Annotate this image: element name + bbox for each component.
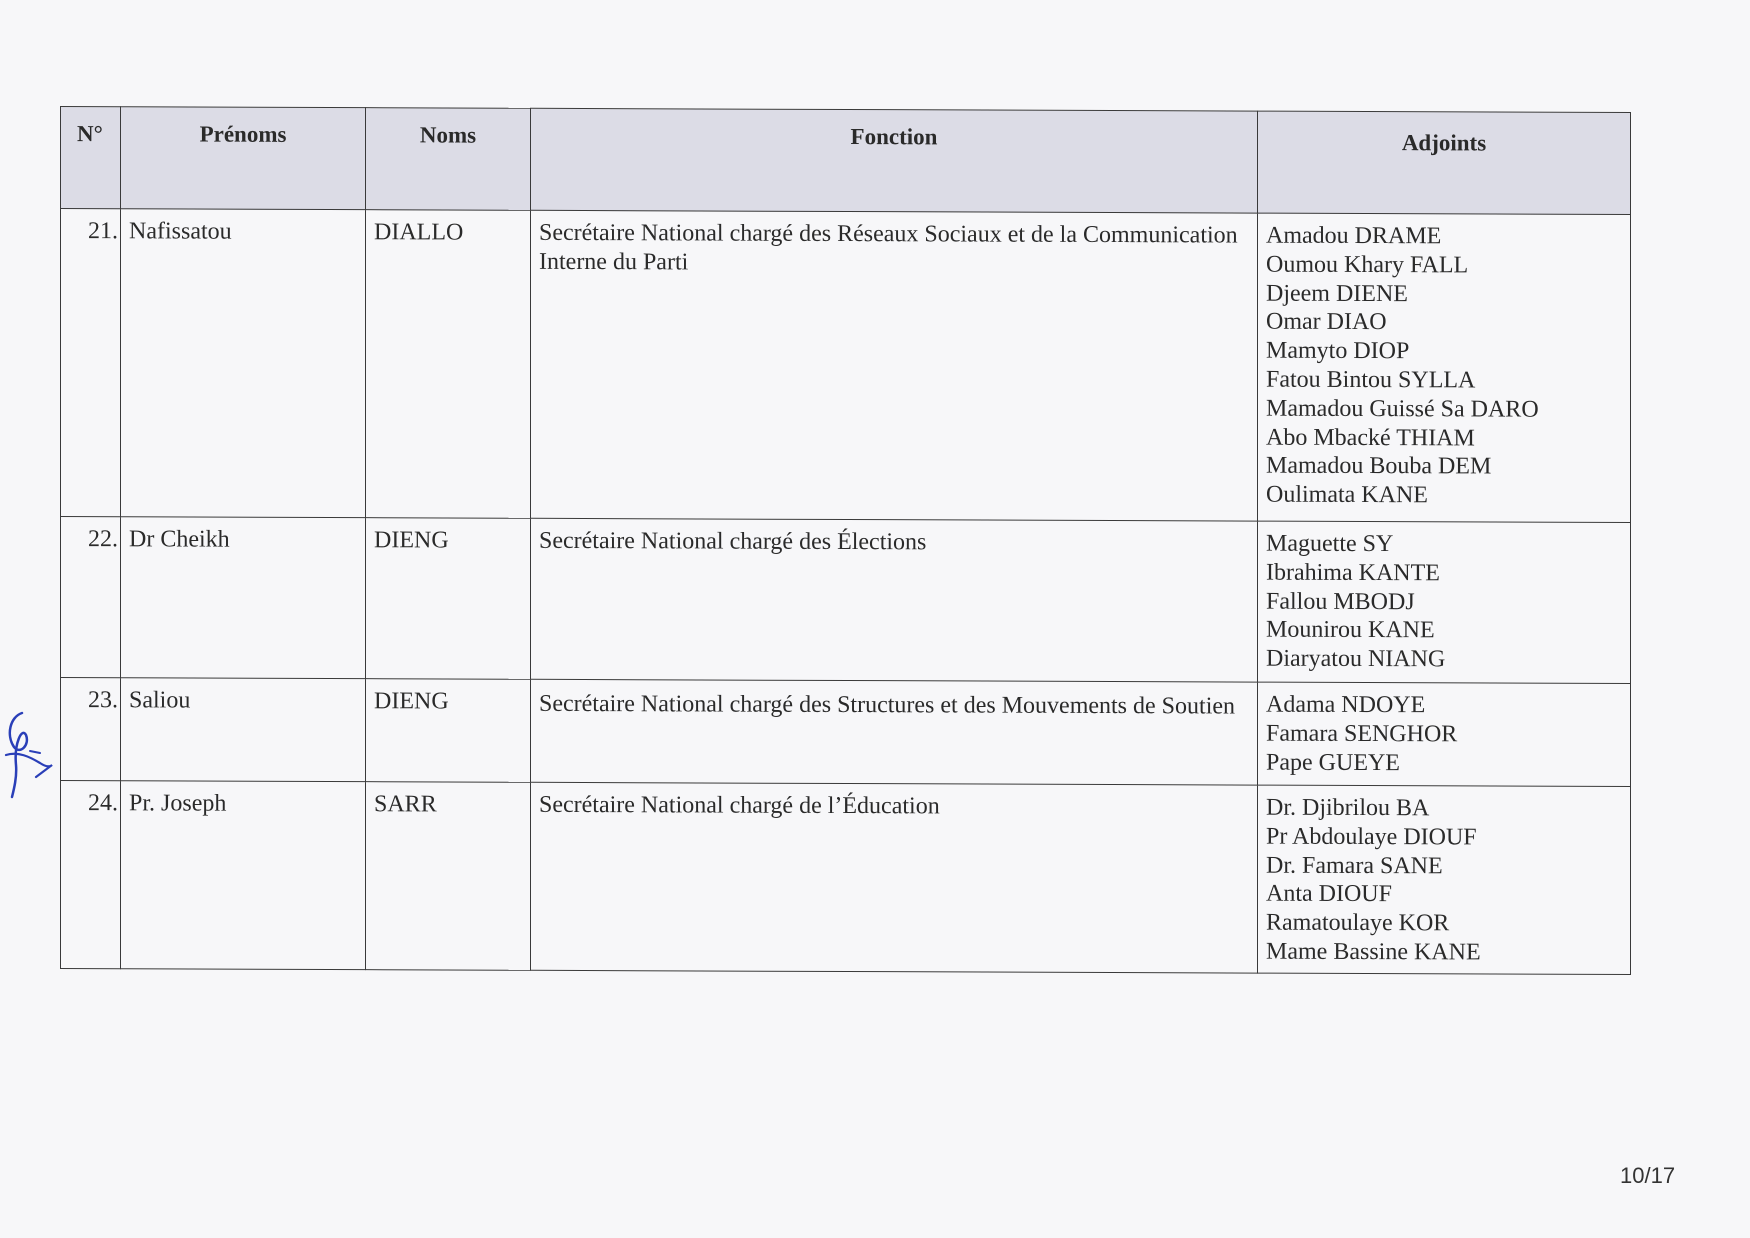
adjoint-name: Famara SENGHOR	[1266, 720, 1458, 748]
adjoint-name: Mamadou Guissé Sa DARO	[1266, 395, 1539, 423]
header-fonction: Fonction	[531, 108, 1258, 213]
adjoint-name: Fatou Bintou SYLLA	[1266, 366, 1476, 394]
row-nom: DIENG	[366, 679, 531, 783]
row-fonction: Secrétaire National chargé de l’Éducation	[531, 782, 1258, 973]
row-adjoints	[1258, 785, 1631, 974]
table-header-row	[61, 107, 1631, 215]
header-prenoms: Prénoms	[121, 107, 366, 210]
row-number: 21.	[61, 209, 121, 517]
row-fonction: Secrétaire National chargé des Élections	[531, 518, 1258, 682]
adjoint-name: Maguette SY	[1266, 530, 1394, 558]
row-fonction: Secrétaire National chargé des Réseaux Sociaux et de la Communication Interne du Parti	[531, 210, 1258, 521]
header-adjoints: Adjoints	[1258, 111, 1631, 214]
adjoint-name: Diaryatou NIANG	[1266, 645, 1446, 673]
table-row	[61, 781, 1631, 975]
adjoints-list	[1266, 530, 1622, 675]
row-nom: DIENG	[366, 518, 531, 680]
header-number: N°	[61, 107, 121, 209]
adjoint-name: Dr. Famara SANE	[1266, 852, 1443, 879]
adjoints-list	[1266, 222, 1622, 511]
row-number: 24.	[61, 781, 121, 969]
adjoint-name: Mounirou KANE	[1266, 617, 1435, 644]
signature-icon	[0, 705, 60, 805]
row-prenom: Pr. Joseph	[121, 781, 366, 970]
header-noms: Noms	[366, 108, 531, 211]
adjoint-name: Oulimata KANE	[1266, 481, 1428, 509]
adjoint-name: Anta DIOUF	[1266, 881, 1392, 908]
adjoints-list	[1266, 691, 1622, 779]
table-row	[61, 517, 1631, 684]
row-number: 23.	[61, 678, 121, 781]
adjoint-name: Ramatoulaye KOR	[1266, 909, 1450, 937]
adjoint-name: Djeem DIENE	[1266, 280, 1408, 307]
table-row	[61, 209, 1631, 523]
adjoint-name: Abo Mbacké THIAM	[1266, 424, 1475, 452]
adjoint-name: Mame Bassine KANE	[1266, 938, 1481, 966]
row-prenom: Nafissatou	[121, 209, 366, 518]
adjoint-name: Adama NDOYE	[1266, 691, 1426, 719]
adjoint-name: Oumou Khary FALL	[1266, 251, 1469, 279]
row-nom: SARR	[366, 782, 531, 970]
page-number: 10/17	[1620, 1163, 1676, 1188]
adjoint-name: Dr. Djibrilou BA	[1266, 794, 1430, 822]
row-adjoints	[1258, 521, 1631, 683]
table-row	[61, 678, 1631, 787]
secretaries-table	[60, 106, 1631, 975]
row-fonction: Secrétaire National chargé des Structures et des Mouvements de Soutien	[531, 679, 1258, 785]
row-prenom: Saliou	[121, 678, 366, 782]
adjoint-name: Fallou MBODJ	[1266, 588, 1415, 615]
adjoint-name: Pape GUEYE	[1266, 749, 1400, 776]
adjoint-name: Ibrahima KANTE	[1266, 559, 1440, 587]
adjoint-name: Mamyto DIOP	[1266, 337, 1410, 365]
adjoints-list	[1266, 794, 1622, 968]
adjoint-name: Mamadou Bouba DEM	[1266, 453, 1492, 480]
row-nom: DIALLO	[366, 210, 531, 519]
adjoint-name: Amadou DRAME	[1266, 222, 1442, 250]
row-prenom: Dr Cheikh	[121, 517, 366, 679]
row-adjoints	[1258, 213, 1631, 522]
row-adjoints	[1258, 682, 1631, 786]
row-number: 22.	[61, 517, 121, 678]
adjoint-name: Pr Abdoulaye DIOUF	[1266, 823, 1477, 851]
adjoint-name: Omar DIAO	[1266, 309, 1387, 336]
